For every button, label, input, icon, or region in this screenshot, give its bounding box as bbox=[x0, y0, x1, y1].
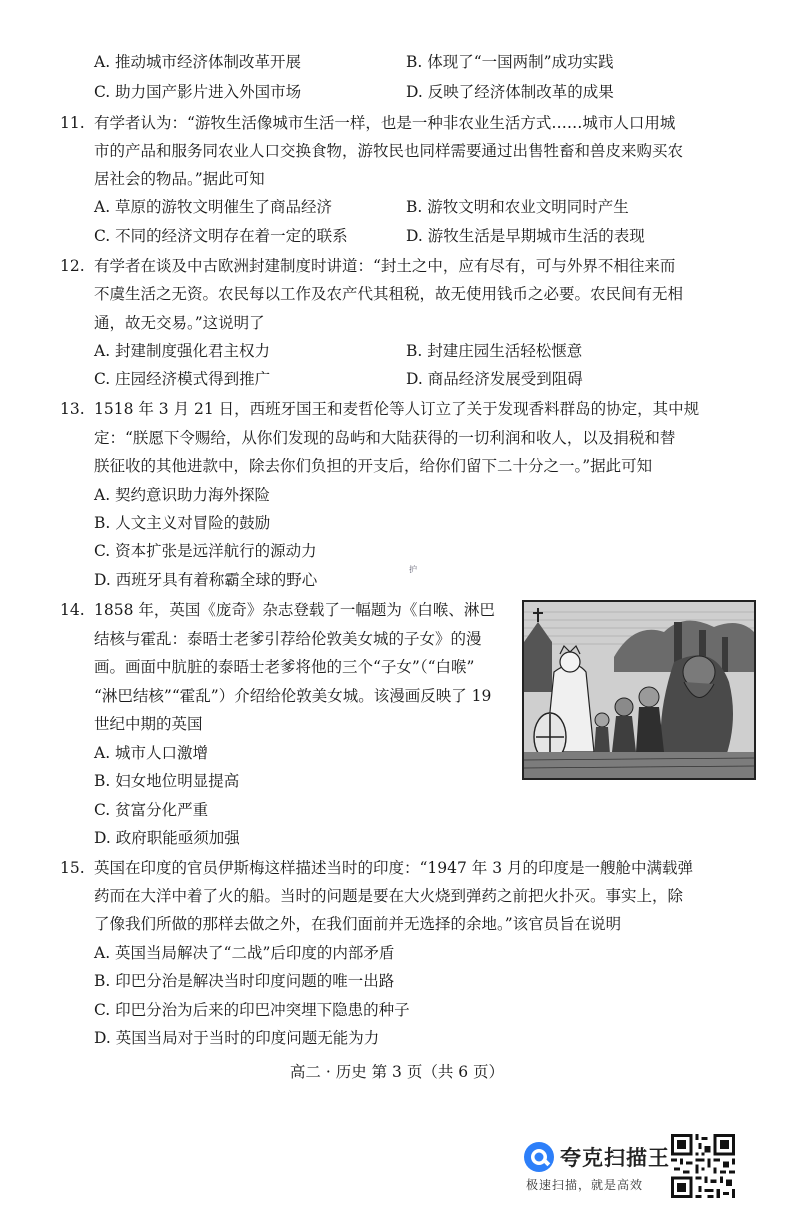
cartoon-drawing bbox=[524, 602, 754, 778]
q10-option-d: D. 反映了经济体制改革的成果 bbox=[406, 83, 614, 101]
q14-option-d: D. 政府职能亟须加强 bbox=[94, 829, 240, 847]
q14-stem-line: 结核与霍乱：泰晤士老爹引荐给伦敦美女城的子女》的漫 bbox=[94, 630, 482, 648]
q14-stem-line: “淋巴结核”“霍乱”）介绍给伦敦美女城。该漫画反映了 19 bbox=[94, 687, 492, 705]
q15-stem-line: 药而在大洋中着了火的船。当时的问题是要在大火烧到弹药之前把火扑灭。事实上，除 bbox=[94, 887, 684, 905]
q15-option-d: D. 英国当局对于当时的印度问题无能为力 bbox=[94, 1029, 380, 1047]
q14-stem-line: 画。画面中肮脏的泰晤士老爹将他的三个“子女”（“白喉” bbox=[94, 658, 475, 676]
scanner-logo-icon bbox=[522, 1140, 556, 1174]
q14-stem-line: 世纪中期的英国 bbox=[94, 715, 203, 733]
q11-stem-line: 居社会的物品。”据此可知 bbox=[94, 170, 265, 188]
page-footer: 高二 · 历史 第 3 页（共 6 页） bbox=[289, 1063, 505, 1081]
q12-stem-line: 有学者在谈及中古欧洲封建制度时讲道：“封土之中，应有尽有，可与外界不相往来而 bbox=[94, 257, 676, 275]
q12-option-a: A. 封建制度强化君主权力 bbox=[94, 342, 271, 360]
q13-option-c: C. 资本扩张是远洋航行的源动力 bbox=[94, 542, 317, 560]
q14-stem-line: 1858 年，英国《庞奇》杂志登载了一幅题为《白喉、淋巴 bbox=[94, 601, 495, 619]
q14-number: 14. bbox=[60, 601, 85, 619]
q12-option-d: D. 商品经济发展受到阻碍 bbox=[406, 370, 583, 388]
q10-option-c: C. 助力国产影片进入外国市场 bbox=[94, 83, 302, 101]
q12-option-b: B. 封建庄园生活轻松惬意 bbox=[406, 342, 583, 360]
q12-option-c: C. 庄园经济模式得到推广 bbox=[94, 370, 271, 388]
qr-code-icon bbox=[671, 1134, 735, 1198]
q13-number: 13. bbox=[60, 400, 85, 418]
q13-option-d: D. 西班牙具有着称霸全球的野心 bbox=[94, 571, 318, 589]
q15-stem-line: 了像我们所做的那样去做之外，在我们面前并无选择的余地。”该官员旨在说明 bbox=[94, 915, 622, 933]
q14-option-c: C. 贫富分化严重 bbox=[94, 801, 209, 819]
q12-stem-line: 通，故无交易。”这说明了 bbox=[94, 314, 265, 332]
q12-stem-line: 不虞生活之无资。农民每以工作及农产代其租税，故无使用钱币之必要。农民间有无相 bbox=[94, 285, 684, 303]
q11-option-a: A. 草原的游牧文明催生了商品经济 bbox=[94, 198, 333, 216]
q11-option-d: D. 游牧生活是早期城市生活的表现 bbox=[406, 227, 645, 245]
scanner-brand-name: 夸克扫描王 bbox=[560, 1146, 670, 1170]
q15-option-b: B. 印巴分治是解决当时印度问题的唯一出路 bbox=[94, 972, 395, 990]
stray-mark: 护 bbox=[409, 565, 417, 574]
q13-stem-line: 定：“朕愿下令赐给，从你们发现的岛屿和大陆获得的一切利润和收人，以及捐税和替 bbox=[94, 429, 676, 447]
q15-option-a: A. 英国当局解决了“二战”后印度的内部矛盾 bbox=[94, 944, 395, 962]
scanner-slogan: 极速扫描，就是高效 bbox=[526, 1178, 644, 1192]
q11-stem-line: 市的产品和服务同农业人口交换食物，游牧民也同样需要通过出售牲畜和兽皮来购买农 bbox=[94, 142, 684, 160]
q13-stem-line: 1518 年 3 月 21 日，西班牙国王和麦哲伦等人订立了关于发现香料群岛的协定，其中规 bbox=[94, 400, 700, 418]
q13-option-b: B. 人文主义对冒险的鼓励 bbox=[94, 514, 271, 532]
q11-number: 11. bbox=[60, 114, 85, 132]
q12-number: 12. bbox=[60, 257, 85, 275]
q15-stem-line: 英国在印度的官员伊斯梅这样描述当时的印度：“1947 年 3 月的印度是一艘舱中满载弹 bbox=[94, 859, 694, 877]
q10-option-b: B. 体现了“一国两制”成功实践 bbox=[406, 53, 614, 71]
q15-option-c: C. 印巴分治为后来的印巴冲突埋下隐患的种子 bbox=[94, 1001, 410, 1019]
q11-option-b: B. 游牧文明和农业文明同时产生 bbox=[406, 198, 629, 216]
q14-option-a: A. 城市人口激增 bbox=[94, 744, 209, 762]
q13-stem-line: 朕征收的其他进款中，除去你们负担的开支后，给你们留下二十分之一。”据此可知 bbox=[94, 457, 653, 475]
q11-option-c: C. 不同的经济文明存在着一定的联系 bbox=[94, 227, 348, 245]
q15-number: 15. bbox=[60, 859, 85, 877]
q11-stem-line: 有学者认为：“游牧生活像城市生活一样，也是一种非农业生活方式……城市人口用城 bbox=[94, 114, 676, 132]
punch-cartoon-image bbox=[522, 600, 756, 780]
q14-option-b: B. 妇女地位明显提高 bbox=[94, 772, 240, 790]
q13-option-a: A. 契约意识助力海外探险 bbox=[94, 486, 271, 504]
q10-option-a: A. 推动城市经济体制改革开展 bbox=[94, 53, 302, 71]
scanner-watermark bbox=[520, 1138, 670, 1198]
